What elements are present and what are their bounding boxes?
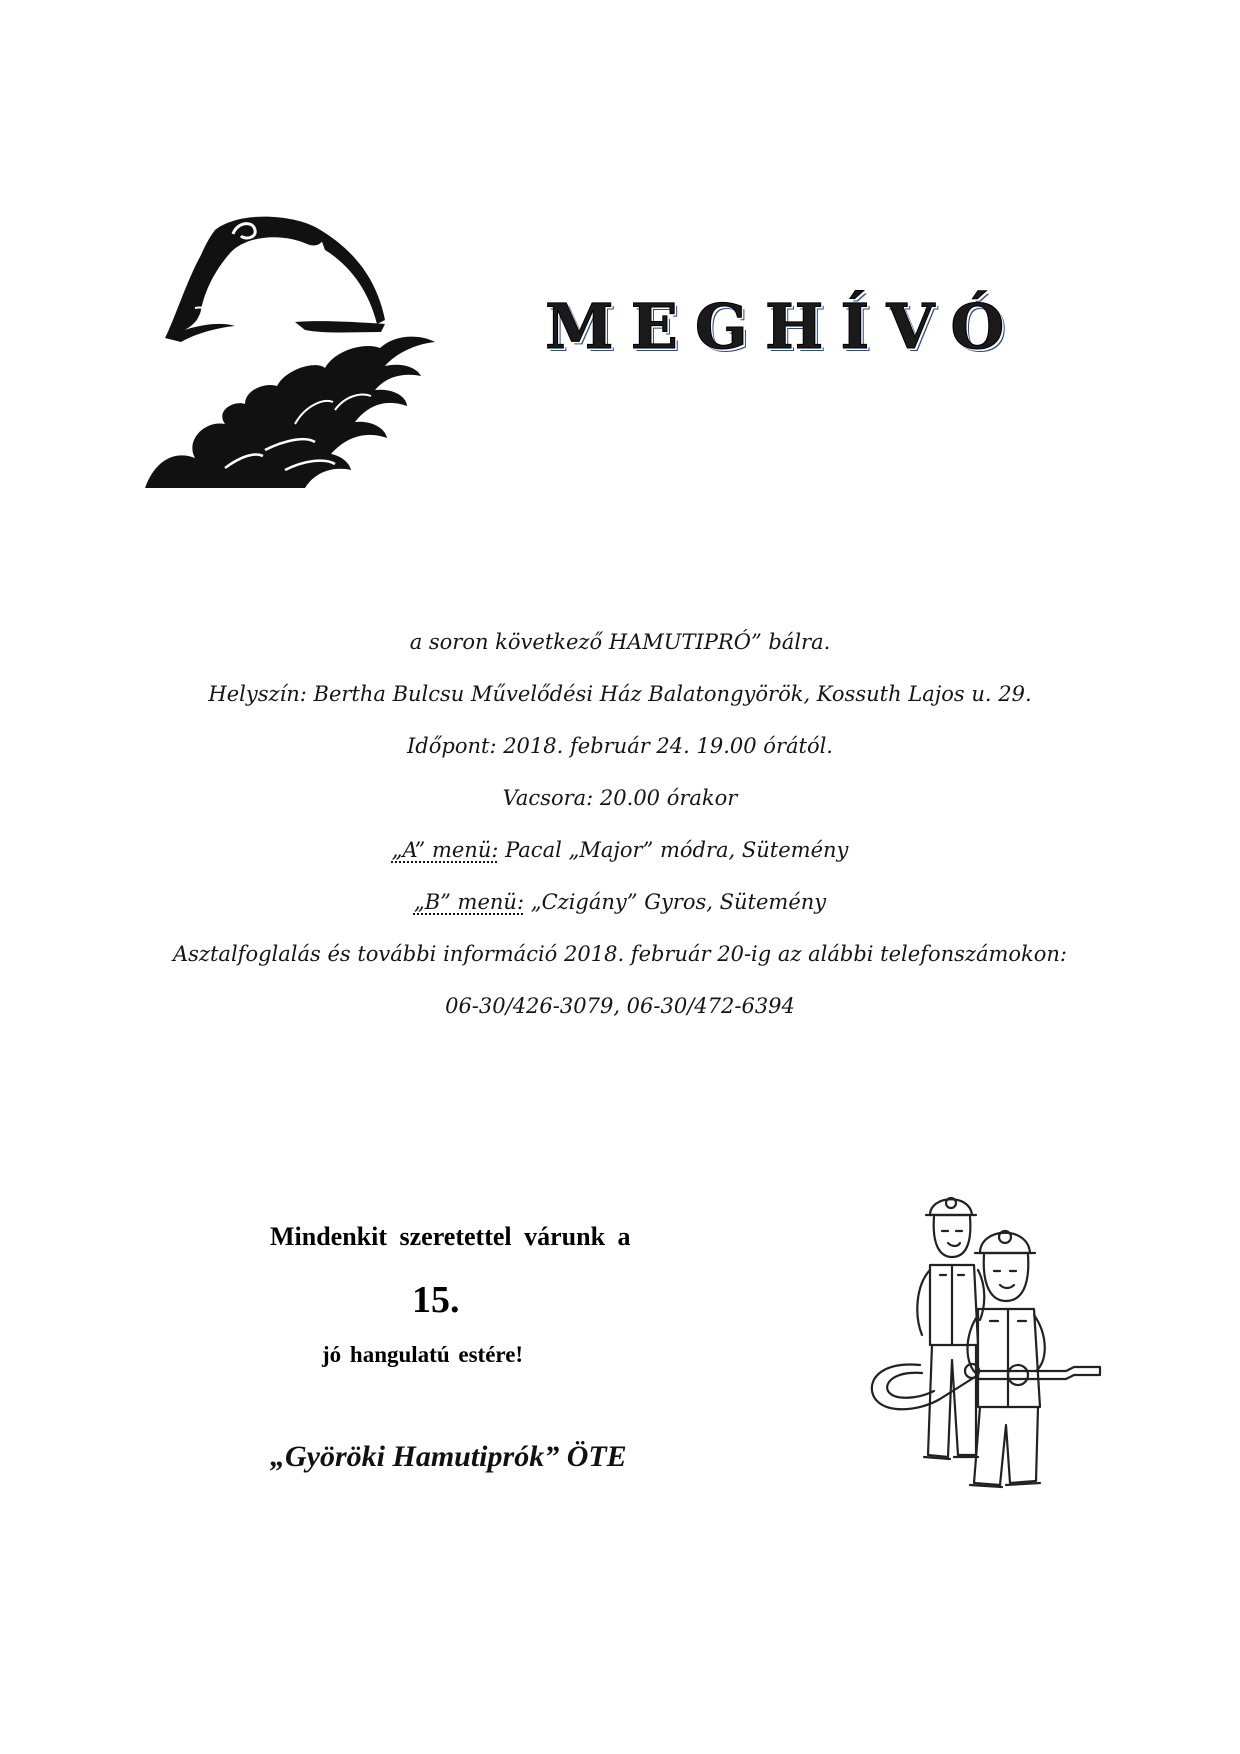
menu-b-line [0, 890, 1240, 914]
menu-a-line [0, 838, 1240, 862]
intro-line: a soron következő HAMUTIPRÓ” bálra. [409, 630, 831, 654]
phones-line: 06-30/426-3079, 06-30/472-6394 [445, 994, 795, 1018]
menu-a-label: „A” menü: [391, 838, 499, 862]
welcome-text: Mindenkit szeretettel várunk a [270, 1222, 631, 1251]
edition-number: 15. [412, 1279, 460, 1321]
mood-text: jó hangulatú estére! [322, 1342, 524, 1367]
signature: „Györöki Hamutiprók” ÖTE [270, 1440, 627, 1473]
dinner-line: Vacsora: 20.00 órakor [502, 786, 738, 810]
firefighters-with-hose-icon [860, 1175, 1105, 1500]
time-line: Időpont: 2018. február 24. 19.00 órától. [407, 734, 833, 758]
location-line: Helyszín: Bertha Bulcsu Művelődési Ház Balatongyörök, Kossuth Lajos u. 29. [208, 682, 1032, 706]
booking-line: Asztalfoglalás és további információ 2018. február 20-ig az alábbi telefonszámokon: [172, 942, 1068, 966]
menu-b-items: „Czigány” Gyros, Sütemény [524, 890, 827, 914]
page-title: MEGHÍVÓ [545, 290, 1022, 363]
firefighter-helmet-flames-icon [145, 210, 445, 490]
menu-b-label: „B” menü: [413, 890, 525, 914]
menu-a-items: Pacal „Major” módra, Sütemény [498, 838, 849, 862]
